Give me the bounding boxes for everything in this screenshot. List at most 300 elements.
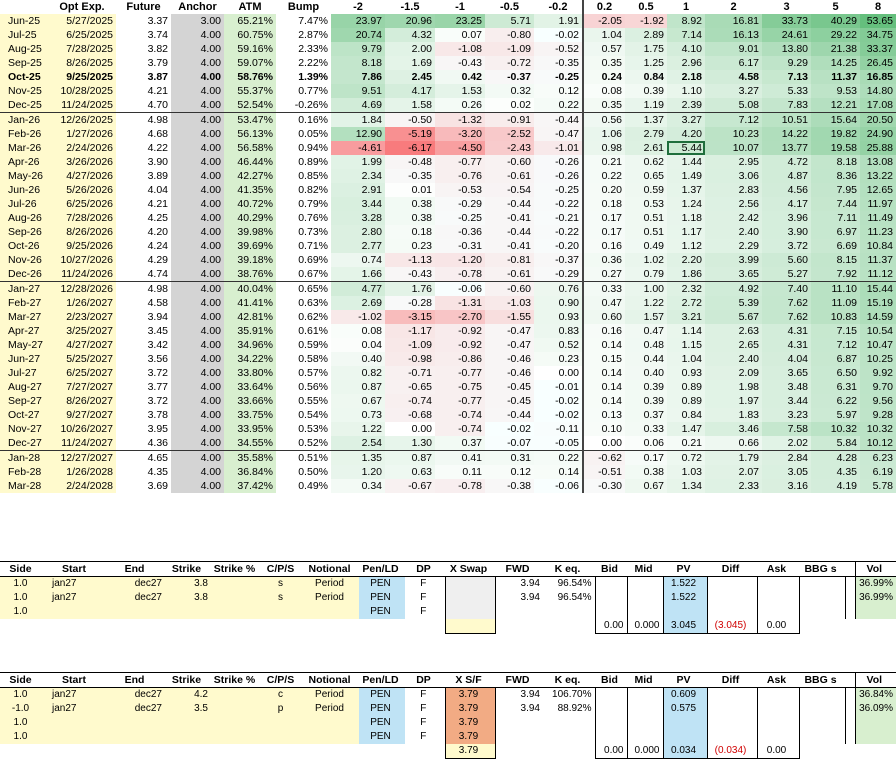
grid-cell[interactable]: 0.32 bbox=[485, 84, 534, 98]
grid-cell[interactable]: 0.40 bbox=[625, 366, 667, 380]
grid-cell[interactable]: 20.74 bbox=[331, 28, 385, 42]
grid-cell[interactable]: 4.58 bbox=[705, 70, 762, 84]
grid-cell[interactable]: -0.60 bbox=[485, 155, 534, 169]
grid-cell[interactable]: -0.60 bbox=[485, 282, 534, 297]
grid-cell[interactable]: 0.67 bbox=[331, 394, 385, 408]
grid-cell[interactable]: 4.20 bbox=[667, 127, 705, 141]
grid-cell[interactable]: 1.35 bbox=[331, 451, 385, 466]
grid-cell[interactable]: 2.29 bbox=[705, 239, 762, 253]
grid-cell[interactable]: -0.43 bbox=[385, 267, 435, 282]
grid-cell[interactable]: 10.51 bbox=[762, 113, 811, 128]
grid-cell[interactable]: 0.04 bbox=[331, 338, 385, 352]
grid-cell[interactable]: 1.37 bbox=[667, 183, 705, 197]
grid-cell[interactable]: 0.98 bbox=[583, 141, 625, 155]
grid-cell[interactable]: -0.37 bbox=[534, 253, 583, 267]
option-blotter-cell[interactable]: F bbox=[420, 689, 427, 700]
option-blotter-cell[interactable]: jan27 bbox=[44, 688, 107, 703]
grid-cell[interactable]: 3.27 bbox=[667, 113, 705, 128]
grid-cell[interactable]: -0.68 bbox=[385, 408, 435, 422]
grid-cell[interactable]: 0.22 bbox=[583, 169, 625, 183]
grid-cell[interactable]: 0.14 bbox=[583, 394, 625, 408]
grid-cell[interactable]: -0.86 bbox=[435, 352, 485, 366]
option-blotter-cell[interactable] bbox=[165, 716, 211, 730]
option-blotter-cell[interactable]: F bbox=[420, 717, 427, 728]
grid-cell[interactable]: -1.20 bbox=[435, 253, 485, 267]
grid-cell[interactable]: 0.07 bbox=[435, 28, 485, 42]
grid-cell[interactable]: -0.74 bbox=[385, 394, 435, 408]
grid-cell[interactable]: 0.35 bbox=[583, 56, 625, 70]
grid-cell[interactable]: 5.67 bbox=[705, 310, 762, 324]
grid-cell[interactable]: -0.41 bbox=[485, 239, 534, 253]
grid-cell[interactable]: -0.31 bbox=[435, 239, 485, 253]
option-blotter-cell[interactable]: 106.70% bbox=[543, 688, 595, 703]
grid-cell[interactable]: 2.61 bbox=[625, 141, 667, 155]
grid-cell[interactable]: 1.17 bbox=[667, 225, 705, 239]
grid-cell[interactable]: 4.32 bbox=[385, 28, 435, 42]
grid-cell[interactable]: 0.65 bbox=[625, 169, 667, 183]
grid-cell[interactable]: 2.32 bbox=[667, 282, 705, 297]
grid-cell[interactable]: 11.49 bbox=[860, 211, 896, 225]
grid-cell[interactable]: 0.14 bbox=[583, 366, 625, 380]
grid-cell[interactable]: 1.91 bbox=[534, 14, 583, 28]
grid-cell[interactable]: 1.06 bbox=[583, 127, 625, 141]
grid-cell[interactable]: -1.17 bbox=[385, 324, 435, 338]
grid-cell[interactable]: -2.52 bbox=[485, 127, 534, 141]
grid-cell[interactable]: 0.51 bbox=[625, 225, 667, 239]
grid-cell[interactable]: -1.03 bbox=[485, 296, 534, 310]
option-blotter-cell[interactable]: 3.79 bbox=[445, 716, 495, 730]
grid-cell[interactable]: 1.83 bbox=[705, 408, 762, 422]
grid-cell[interactable]: 16.13 bbox=[705, 28, 762, 42]
option-blotter-cell[interactable]: 3.94 bbox=[520, 703, 540, 714]
grid-cell[interactable]: 10.83 bbox=[811, 310, 860, 324]
grid-cell[interactable]: 2.42 bbox=[705, 211, 762, 225]
grid-cell[interactable]: -0.47 bbox=[485, 324, 534, 338]
grid-cell[interactable]: 2.96 bbox=[667, 56, 705, 70]
grid-cell[interactable]: 10.54 bbox=[860, 324, 896, 338]
option-blotter-cell[interactable]: Period bbox=[303, 702, 359, 716]
grid-cell[interactable]: 29.22 bbox=[811, 28, 860, 42]
grid-cell[interactable]: 2.83 bbox=[705, 183, 762, 197]
grid-cell[interactable]: -0.20 bbox=[534, 239, 583, 253]
grid-cell[interactable]: -0.75 bbox=[435, 380, 485, 394]
grid-cell[interactable]: 4.31 bbox=[762, 324, 811, 338]
grid-cell[interactable]: 0.84 bbox=[667, 408, 705, 422]
grid-cell[interactable]: -3.20 bbox=[435, 127, 485, 141]
option-blotter-cell[interactable]: PEN bbox=[359, 702, 405, 716]
grid-cell[interactable]: 2.95 bbox=[705, 155, 762, 169]
grid-cell[interactable]: -0.61 bbox=[485, 169, 534, 183]
grid-cell[interactable]: 2.39 bbox=[667, 98, 705, 113]
grid-cell[interactable]: -0.02 bbox=[534, 28, 583, 42]
grid-cell[interactable]: -0.06 bbox=[435, 282, 485, 297]
grid-cell[interactable]: -0.44 bbox=[485, 225, 534, 239]
grid-cell[interactable]: 7.13 bbox=[762, 70, 811, 84]
grid-cell[interactable]: 0.38 bbox=[625, 465, 667, 479]
swap-blotter-cell[interactable]: PEN bbox=[359, 577, 405, 592]
grid-cell[interactable]: -0.07 bbox=[485, 436, 534, 451]
grid-cell[interactable]: 10.23 bbox=[705, 127, 762, 141]
grid-cell[interactable]: 0.39 bbox=[625, 394, 667, 408]
grid-cell[interactable]: 1.02 bbox=[625, 253, 667, 267]
grid-cell[interactable]: 0.18 bbox=[583, 197, 625, 211]
grid-cell[interactable]: -0.62 bbox=[583, 451, 625, 466]
option-blotter-cell[interactable]: 3.79 bbox=[445, 688, 495, 703]
grid-cell[interactable]: 4.72 bbox=[762, 155, 811, 169]
option-blotter-cell[interactable] bbox=[303, 716, 359, 730]
grid-cell[interactable]: 0.21 bbox=[583, 155, 625, 169]
grid-cell[interactable]: 0.14 bbox=[534, 465, 583, 479]
grid-cell[interactable]: 0.13 bbox=[583, 408, 625, 422]
grid-cell[interactable]: -0.46 bbox=[485, 352, 534, 366]
grid-cell[interactable]: 6.17 bbox=[705, 56, 762, 70]
grid-cell[interactable]: 7.58 bbox=[762, 422, 811, 436]
grid-cell[interactable]: -0.98 bbox=[385, 352, 435, 366]
grid-cell[interactable]: 5.39 bbox=[705, 296, 762, 310]
grid-cell[interactable]: -0.11 bbox=[534, 422, 583, 436]
grid-cell[interactable]: 1.22 bbox=[331, 422, 385, 436]
grid-cell[interactable]: 13.80 bbox=[762, 42, 811, 56]
grid-cell[interactable]: 0.14 bbox=[583, 338, 625, 352]
grid-cell[interactable]: 0.01 bbox=[385, 183, 435, 197]
grid-cell[interactable]: 23.97 bbox=[331, 14, 385, 28]
grid-cell[interactable]: 1.18 bbox=[667, 211, 705, 225]
option-blotter-cell[interactable] bbox=[44, 730, 107, 744]
grid-cell[interactable]: 0.56 bbox=[583, 113, 625, 128]
grid-cell[interactable]: 4.92 bbox=[705, 282, 762, 297]
grid-cell[interactable]: 16.81 bbox=[705, 14, 762, 28]
grid-cell[interactable]: 17.08 bbox=[860, 98, 896, 113]
grid-cell[interactable]: 0.18 bbox=[385, 225, 435, 239]
grid-cell[interactable]: 9.51 bbox=[331, 84, 385, 98]
grid-cell[interactable]: 3.72 bbox=[762, 239, 811, 253]
grid-cell[interactable]: 5.27 bbox=[762, 267, 811, 282]
grid-cell[interactable]: -0.45 bbox=[485, 380, 534, 394]
grid-cell[interactable]: 11.12 bbox=[860, 267, 896, 282]
grid-cell[interactable]: 25.88 bbox=[860, 141, 896, 155]
selected-grid-cell[interactable]: 5.44 bbox=[667, 141, 705, 155]
grid-cell[interactable]: -0.92 bbox=[435, 338, 485, 352]
swap-blotter-cell[interactable]: 96.54% bbox=[543, 591, 595, 605]
grid-cell[interactable]: -0.22 bbox=[534, 225, 583, 239]
grid-cell[interactable]: -0.74 bbox=[435, 422, 485, 436]
grid-cell[interactable]: 1.44 bbox=[667, 155, 705, 169]
grid-cell[interactable]: 0.38 bbox=[385, 197, 435, 211]
swap-blotter-cell[interactable]: 36.99% bbox=[855, 577, 896, 592]
grid-cell[interactable]: 15.44 bbox=[860, 282, 896, 297]
grid-cell[interactable]: 1.86 bbox=[667, 267, 705, 282]
grid-cell[interactable]: 0.00 bbox=[534, 366, 583, 380]
grid-cell[interactable]: 0.37 bbox=[435, 436, 485, 451]
option-blotter-cell[interactable] bbox=[543, 730, 595, 744]
grid-cell[interactable]: 1.22 bbox=[625, 296, 667, 310]
grid-cell[interactable]: 2.77 bbox=[331, 239, 385, 253]
grid-cell[interactable]: 0.12 bbox=[485, 465, 534, 479]
grid-cell[interactable]: 10.84 bbox=[860, 239, 896, 253]
grid-cell[interactable]: 0.53 bbox=[625, 197, 667, 211]
option-blotter-cell[interactable] bbox=[261, 716, 303, 730]
grid-cell[interactable]: 1.84 bbox=[331, 113, 385, 128]
grid-cell[interactable]: -0.22 bbox=[534, 197, 583, 211]
grid-cell[interactable]: 1.03 bbox=[667, 465, 705, 479]
swap-blotter-cell[interactable] bbox=[211, 591, 261, 605]
grid-cell[interactable]: 1.24 bbox=[667, 197, 705, 211]
grid-cell[interactable]: 0.47 bbox=[583, 296, 625, 310]
grid-cell[interactable]: -0.47 bbox=[485, 338, 534, 352]
grid-cell[interactable]: 0.89 bbox=[667, 380, 705, 394]
grid-cell[interactable]: 0.33 bbox=[625, 422, 667, 436]
grid-cell[interactable]: 1.30 bbox=[385, 436, 435, 451]
grid-cell[interactable]: 13.22 bbox=[860, 169, 896, 183]
swap-blotter-cell[interactable]: 1.0 bbox=[0, 605, 44, 619]
grid-cell[interactable]: 1.76 bbox=[385, 282, 435, 297]
grid-cell[interactable]: 16.85 bbox=[860, 70, 896, 84]
grid-cell[interactable]: 0.52 bbox=[534, 338, 583, 352]
swap-blotter-cell[interactable] bbox=[165, 605, 211, 619]
grid-cell[interactable]: 3.65 bbox=[705, 267, 762, 282]
grid-cell[interactable]: 2.80 bbox=[331, 225, 385, 239]
grid-cell[interactable]: 1.14 bbox=[667, 324, 705, 338]
grid-cell[interactable]: -1.31 bbox=[435, 296, 485, 310]
option-blotter-cell[interactable]: Period bbox=[303, 688, 359, 703]
grid-cell[interactable]: 1.34 bbox=[667, 479, 705, 493]
grid-cell[interactable]: 0.84 bbox=[625, 70, 667, 84]
option-blotter-cell[interactable]: 4.2 bbox=[165, 688, 211, 703]
grid-cell[interactable]: 9.70 bbox=[860, 380, 896, 394]
swap-blotter-cell[interactable] bbox=[543, 605, 595, 619]
grid-cell[interactable]: 4.28 bbox=[811, 451, 860, 466]
grid-cell[interactable]: 0.39 bbox=[625, 380, 667, 394]
grid-cell[interactable]: 0.20 bbox=[583, 183, 625, 197]
grid-cell[interactable]: -0.43 bbox=[435, 56, 485, 70]
option-blotter-cell[interactable] bbox=[165, 730, 211, 744]
grid-cell[interactable]: 8.15 bbox=[811, 253, 860, 267]
grid-cell[interactable]: 0.87 bbox=[331, 380, 385, 394]
swap-blotter-cell[interactable] bbox=[303, 605, 359, 619]
grid-cell[interactable]: 4.35 bbox=[811, 465, 860, 479]
grid-cell[interactable]: 11.23 bbox=[860, 225, 896, 239]
option-blotter-cell[interactable]: c bbox=[261, 688, 303, 703]
grid-cell[interactable]: -0.21 bbox=[534, 211, 583, 225]
grid-cell[interactable]: 1.53 bbox=[435, 84, 485, 98]
grid-cell[interactable]: 1.47 bbox=[667, 422, 705, 436]
swap-blotter-cell[interactable]: s bbox=[261, 577, 303, 592]
grid-cell[interactable]: 4.17 bbox=[762, 197, 811, 211]
grid-cell[interactable]: 9.92 bbox=[860, 366, 896, 380]
grid-cell[interactable]: 2.34 bbox=[331, 169, 385, 183]
grid-cell[interactable]: -0.91 bbox=[485, 113, 534, 128]
grid-cell[interactable]: 3.23 bbox=[762, 408, 811, 422]
grid-cell[interactable]: -4.61 bbox=[331, 141, 385, 155]
grid-cell[interactable]: 0.06 bbox=[625, 436, 667, 451]
grid-cell[interactable]: -0.50 bbox=[385, 113, 435, 128]
grid-cell[interactable]: 2.69 bbox=[331, 296, 385, 310]
grid-cell[interactable]: -1.02 bbox=[331, 310, 385, 324]
grid-cell[interactable]: 4.04 bbox=[762, 352, 811, 366]
grid-cell[interactable]: 33.37 bbox=[860, 42, 896, 56]
grid-cell[interactable]: 3.21 bbox=[667, 310, 705, 324]
swap-blotter-cell[interactable]: 3.94 bbox=[520, 592, 540, 603]
grid-cell[interactable]: 9.28 bbox=[860, 408, 896, 422]
grid-cell[interactable]: 5.84 bbox=[811, 436, 860, 451]
grid-cell[interactable]: 0.49 bbox=[625, 239, 667, 253]
grid-cell[interactable]: -2.70 bbox=[435, 310, 485, 324]
grid-cell[interactable]: 0.00 bbox=[385, 422, 435, 436]
option-blotter-cell[interactable]: 88.92% bbox=[543, 702, 595, 716]
grid-cell[interactable]: 7.44 bbox=[811, 197, 860, 211]
grid-cell[interactable]: 4.77 bbox=[331, 282, 385, 297]
grid-cell[interactable]: 0.27 bbox=[583, 267, 625, 282]
grid-cell[interactable]: -0.25 bbox=[534, 70, 583, 84]
grid-cell[interactable]: -0.41 bbox=[485, 211, 534, 225]
option-blotter-cell[interactable]: 3.79 bbox=[445, 730, 495, 744]
grid-cell[interactable]: 9.56 bbox=[860, 394, 896, 408]
grid-cell[interactable]: 1.37 bbox=[625, 113, 667, 128]
grid-cell[interactable]: -0.06 bbox=[534, 479, 583, 493]
grid-cell[interactable]: -0.76 bbox=[435, 169, 485, 183]
grid-cell[interactable]: 2.33 bbox=[705, 479, 762, 493]
grid-cell[interactable]: -0.26 bbox=[534, 155, 583, 169]
option-blotter-cell[interactable]: 36.09% bbox=[855, 702, 896, 716]
grid-cell[interactable]: 2.91 bbox=[331, 183, 385, 197]
grid-cell[interactable]: -0.47 bbox=[534, 127, 583, 141]
grid-cell[interactable]: 2.00 bbox=[385, 42, 435, 56]
grid-cell[interactable]: 3.44 bbox=[762, 394, 811, 408]
swap-blotter-cell[interactable] bbox=[44, 605, 107, 619]
grid-cell[interactable]: 1.04 bbox=[583, 28, 625, 42]
grid-cell[interactable]: 6.22 bbox=[811, 394, 860, 408]
grid-cell[interactable]: 0.10 bbox=[583, 422, 625, 436]
swap-blotter-cell[interactable] bbox=[211, 577, 261, 592]
option-blotter-cell[interactable] bbox=[211, 688, 261, 703]
grid-cell[interactable]: 53.65 bbox=[860, 14, 896, 28]
grid-cell[interactable]: 0.39 bbox=[625, 84, 667, 98]
grid-cell[interactable]: 2.89 bbox=[625, 28, 667, 42]
option-blotter-cell[interactable]: 3.79 bbox=[445, 702, 495, 716]
option-blotter-cell[interactable]: F bbox=[420, 703, 427, 714]
grid-cell[interactable]: 1.57 bbox=[625, 310, 667, 324]
grid-cell[interactable]: 1.97 bbox=[705, 394, 762, 408]
grid-cell[interactable]: 6.19 bbox=[860, 465, 896, 479]
grid-cell[interactable]: -2.05 bbox=[583, 14, 625, 28]
grid-cell[interactable]: 20.50 bbox=[860, 113, 896, 128]
grid-cell[interactable]: -0.78 bbox=[435, 267, 485, 282]
grid-cell[interactable]: 8.18 bbox=[331, 56, 385, 70]
grid-cell[interactable]: 1.15 bbox=[667, 338, 705, 352]
grid-cell[interactable]: 9.29 bbox=[762, 56, 811, 70]
swap-blotter-cell[interactable] bbox=[445, 605, 495, 619]
grid-cell[interactable]: 3.96 bbox=[762, 211, 811, 225]
grid-cell[interactable]: -0.77 bbox=[435, 155, 485, 169]
grid-cell[interactable]: 7.15 bbox=[811, 324, 860, 338]
grid-cell[interactable]: 7.62 bbox=[762, 310, 811, 324]
grid-cell[interactable]: 0.17 bbox=[583, 211, 625, 225]
grid-cell[interactable]: 6.97 bbox=[811, 225, 860, 239]
swap-blotter-cell[interactable]: 3.8 bbox=[165, 577, 211, 592]
grid-cell[interactable]: 11.37 bbox=[860, 253, 896, 267]
grid-cell[interactable]: 0.37 bbox=[625, 408, 667, 422]
grid-cell[interactable]: 4.17 bbox=[385, 84, 435, 98]
swap-blotter-cell[interactable]: 3.94 bbox=[520, 578, 540, 589]
option-blotter-cell[interactable]: 1.0 bbox=[0, 688, 44, 703]
grid-cell[interactable]: 2.40 bbox=[705, 225, 762, 239]
grid-cell[interactable]: -0.01 bbox=[534, 380, 583, 394]
option-blotter-cell[interactable]: dec27 bbox=[107, 702, 165, 716]
grid-cell[interactable]: 12.21 bbox=[811, 98, 860, 113]
grid-cell[interactable]: 7.92 bbox=[811, 267, 860, 282]
grid-cell[interactable]: 5.08 bbox=[705, 98, 762, 113]
grid-cell[interactable]: 1.66 bbox=[331, 267, 385, 282]
grid-cell[interactable]: 4.19 bbox=[811, 479, 860, 493]
option-blotter-cell[interactable] bbox=[495, 730, 543, 744]
grid-cell[interactable]: 0.21 bbox=[667, 436, 705, 451]
grid-cell[interactable]: 0.08 bbox=[331, 324, 385, 338]
grid-cell[interactable]: -1.01 bbox=[534, 141, 583, 155]
grid-cell[interactable]: 11.10 bbox=[811, 282, 860, 297]
grid-cell[interactable]: 0.38 bbox=[385, 211, 435, 225]
grid-cell[interactable]: 0.93 bbox=[667, 366, 705, 380]
option-blotter-cell[interactable] bbox=[855, 730, 896, 744]
swap-blotter-cell[interactable]: F bbox=[420, 606, 427, 617]
grid-cell[interactable]: -1.92 bbox=[625, 14, 667, 28]
option-blotter-cell[interactable] bbox=[261, 730, 303, 744]
option-blotter-cell[interactable]: PEN bbox=[359, 716, 405, 730]
grid-cell[interactable]: 0.79 bbox=[625, 267, 667, 282]
option-blotter-cell[interactable] bbox=[855, 716, 896, 730]
grid-cell[interactable]: -0.81 bbox=[485, 253, 534, 267]
grid-cell[interactable]: -0.65 bbox=[385, 380, 435, 394]
grid-cell[interactable]: -0.30 bbox=[583, 479, 625, 493]
option-blotter-cell[interactable]: 1.0 bbox=[0, 716, 44, 730]
grid-cell[interactable]: 0.33 bbox=[583, 282, 625, 297]
grid-cell[interactable]: 14.80 bbox=[860, 84, 896, 98]
grid-cell[interactable]: 1.98 bbox=[705, 380, 762, 394]
grid-cell[interactable]: 3.44 bbox=[331, 197, 385, 211]
grid-cell[interactable]: 1.00 bbox=[625, 282, 667, 297]
option-blotter-cell[interactable]: PEN bbox=[359, 730, 405, 744]
grid-cell[interactable]: -0.35 bbox=[534, 56, 583, 70]
swap-blotter-cell[interactable]: Period bbox=[303, 591, 359, 605]
grid-cell[interactable]: 0.12 bbox=[534, 84, 583, 98]
grid-cell[interactable]: 19.58 bbox=[811, 141, 860, 155]
grid-cell[interactable]: 1.79 bbox=[705, 451, 762, 466]
swap-blotter-cell[interactable] bbox=[495, 605, 543, 619]
grid-cell[interactable]: -0.37 bbox=[485, 70, 534, 84]
grid-cell[interactable]: -0.77 bbox=[435, 394, 485, 408]
grid-cell[interactable]: 7.12 bbox=[705, 113, 762, 128]
grid-cell[interactable]: 24.61 bbox=[762, 28, 811, 42]
grid-cell[interactable]: -0.72 bbox=[485, 56, 534, 70]
grid-cell[interactable]: 23.25 bbox=[435, 14, 485, 28]
grid-cell[interactable]: 26.45 bbox=[860, 56, 896, 70]
grid-cell[interactable]: 5.78 bbox=[860, 479, 896, 493]
swap-blotter-cell[interactable]: 1.0 bbox=[0, 577, 44, 592]
grid-cell[interactable]: 6.69 bbox=[811, 239, 860, 253]
grid-cell[interactable]: 0.89 bbox=[667, 394, 705, 408]
grid-cell[interactable]: 0.57 bbox=[583, 42, 625, 56]
swap-blotter-cell[interactable] bbox=[211, 605, 261, 619]
grid-cell[interactable]: 2.02 bbox=[762, 436, 811, 451]
grid-cell[interactable]: -6.17 bbox=[385, 141, 435, 155]
grid-cell[interactable]: 0.15 bbox=[583, 352, 625, 366]
grid-cell[interactable]: 3.48 bbox=[762, 380, 811, 394]
grid-cell[interactable]: -0.44 bbox=[485, 408, 534, 422]
grid-cell[interactable]: 1.12 bbox=[667, 239, 705, 253]
swap-blotter-cell[interactable]: PEN bbox=[359, 591, 405, 605]
option-blotter-cell[interactable]: F bbox=[420, 731, 427, 742]
grid-cell[interactable]: 6.23 bbox=[860, 451, 896, 466]
grid-cell[interactable]: -0.80 bbox=[485, 28, 534, 42]
